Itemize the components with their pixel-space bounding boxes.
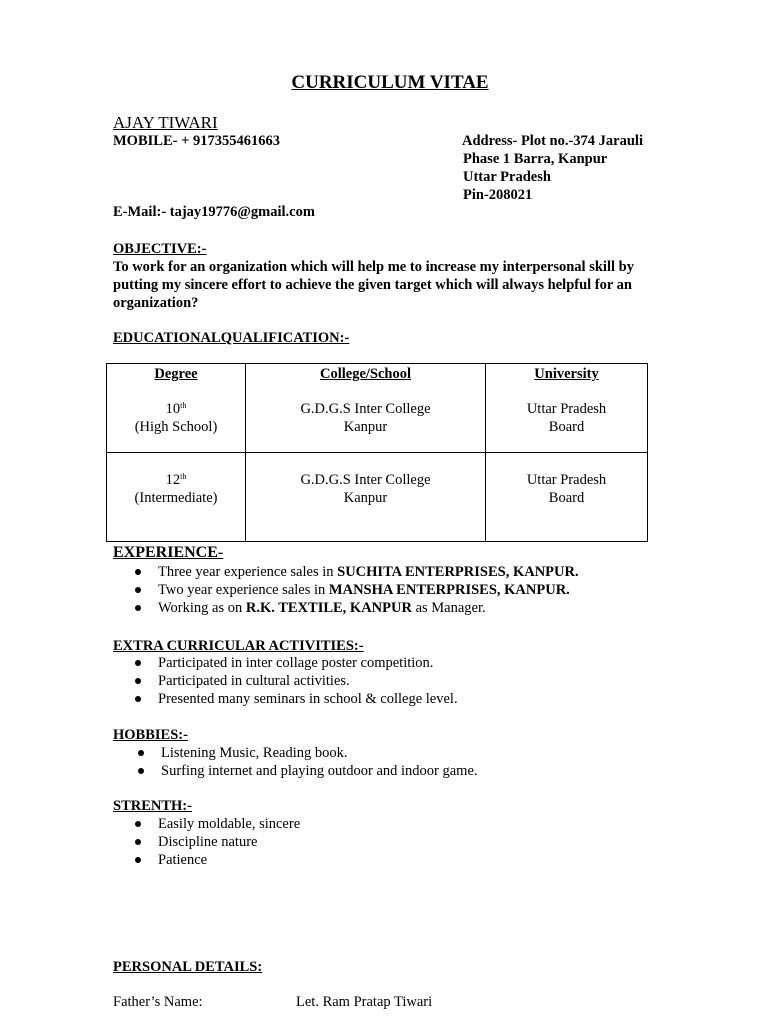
university-type: Board: [548, 419, 585, 435]
experience-list: [113, 563, 579, 617]
extra-curricular-list: [113, 654, 458, 708]
hobbies-list: [113, 744, 478, 780]
experience-heading: EXPERIENCE-: [113, 544, 224, 561]
list-item: Easily moldable, sincere: [113, 815, 300, 833]
university-name: Uttar Pradesh: [526, 472, 607, 488]
list-item: Surfing internet and playing outdoor and indoor game.: [113, 762, 478, 780]
table-row: [107, 453, 648, 542]
father-name-label: Father’s Name:: [113, 994, 203, 1010]
list-item: Participated in cultural activities.: [113, 672, 458, 690]
college-name: G.D.G.S Inter College: [300, 472, 431, 488]
degree-note: (High School): [134, 419, 218, 435]
column-header-college: College/School: [319, 366, 412, 382]
list-item: Working as on R.K. TEXTILE, KANPUR as Manager.: [113, 599, 579, 617]
list-item: Participated in inter collage poster competition.: [113, 654, 458, 672]
university-name: Uttar Pradesh: [526, 401, 607, 417]
address-line-1: Address- Plot no.-374 Jarauli: [462, 133, 643, 149]
list-item: Patience: [113, 851, 300, 869]
email: E-Mail:- tajay19776@gmail.com: [113, 204, 315, 220]
column-header-university: University: [534, 366, 599, 382]
address-pin: Pin-208021: [463, 187, 533, 203]
list-item: Listening Music, Reading book.: [113, 744, 478, 762]
list-item: Three year experience sales in SUCHITA ENTERPRISES, KANPUR.: [113, 563, 579, 581]
objective-text: To work for an organization which will help me to increase my interpersonal skill by putting my sincere effort to achieve the given target which will always helpful for an organization?: [113, 259, 634, 311]
table-cell: [486, 364, 648, 453]
mobile-number: MOBILE- + 917355461663: [113, 133, 280, 149]
education-heading: EDUCATIONALQUALIFICATION:-: [113, 330, 350, 346]
university-type: Board: [548, 490, 585, 506]
table-cell: [246, 453, 486, 542]
strength-heading: STRENTH:-: [113, 798, 192, 814]
address-line-3: Uttar Pradesh: [463, 169, 551, 185]
education-table: [106, 363, 648, 542]
document-title: CURRICULUM VITAE: [291, 72, 489, 93]
list-item: Presented many seminars in school & college level.: [113, 690, 458, 708]
degree-value: 10th: [165, 401, 187, 417]
table-row: [107, 364, 648, 453]
father-name-value: Let. Ram Pratap Tiwari: [296, 994, 433, 1010]
candidate-name: AJAY TIWARI: [113, 113, 218, 132]
extra-curricular-heading: EXTRA CURRICULAR ACTIVITIES:-: [113, 638, 364, 654]
list-item: Discipline nature: [113, 833, 300, 851]
address-line-2: Phase 1 Barra, Kanpur: [463, 151, 608, 167]
hobbies-heading: HOBBIES:-: [113, 727, 188, 743]
list-item: Two year experience sales in MANSHA ENTERPRISES, KANPUR.: [113, 581, 579, 599]
table-cell: [107, 453, 246, 542]
table-cell: [246, 364, 486, 453]
degree-value: 12th: [165, 472, 187, 488]
strength-list: [113, 815, 300, 869]
table-cell: [486, 453, 648, 542]
personal-details-heading: PERSONAL DETAILS:: [113, 959, 263, 975]
objective-heading: OBJECTIVE:-: [113, 241, 207, 257]
college-name: G.D.G.S Inter College: [300, 401, 431, 417]
college-city: Kanpur: [343, 490, 388, 506]
column-header-degree: Degree: [154, 366, 198, 382]
college-city: Kanpur: [343, 419, 388, 435]
degree-note: (Intermediate): [134, 490, 218, 506]
table-cell: [107, 364, 246, 453]
